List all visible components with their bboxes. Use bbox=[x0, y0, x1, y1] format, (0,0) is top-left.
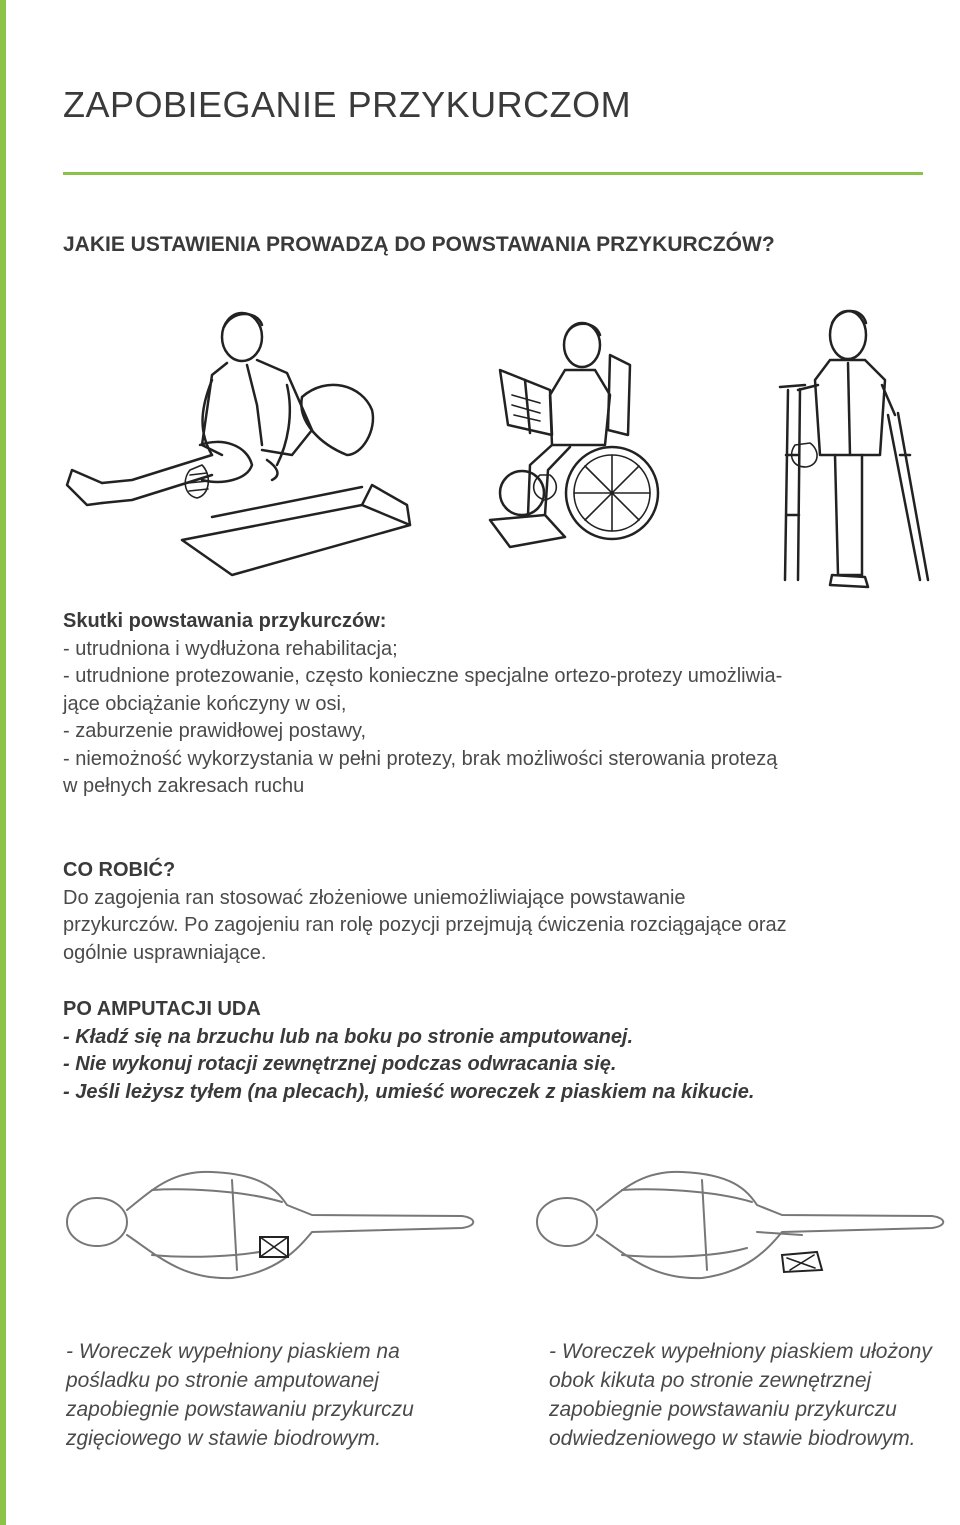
after-amputation-line: - Kładź się na brzuchu lub na boku po stronie amputowanej. bbox=[63, 1025, 634, 1048]
effects-line: - utrudnione protezowanie, często konieczne specjalne ortezo-protezy umożliwia- bbox=[63, 665, 783, 687]
caption-left-line: pośladku po stronie amputowanej bbox=[66, 1369, 379, 1392]
after-amputation-line: - Nie wykonuj rotacji zewnętrznej podczas odwracania się. bbox=[63, 1053, 617, 1075]
effects-line: - utrudniona i wydłużona rehabilitacja; bbox=[63, 637, 398, 660]
effects-line: jące obciążanie kończyny w osi, bbox=[63, 692, 347, 715]
effects-line: - niemożność wykorzystania w pełni protezy, brak możliwości sterowania protezą bbox=[63, 747, 778, 770]
what-to-do-line: Do zagojenia ran stosować złożeniowe uniemożliwiające powstawanie bbox=[63, 886, 686, 909]
what-to-do-line: przykurczów. Po zagojeniu ran rolę pozycji przejmują ćwiczenia rozciągające oraz bbox=[63, 914, 787, 936]
what-to-do-section bbox=[63, 857, 923, 967]
caption-right-line: obok kikuta po stronie zewnętrznej bbox=[549, 1369, 872, 1392]
page-title: ZAPOBIEGANIE PRZYKURCZOM bbox=[63, 84, 632, 125]
illustration-wheelchair bbox=[470, 315, 660, 560]
what-to-do-heading: CO ROBIĆ? bbox=[63, 859, 176, 881]
caption-left-line: - Woreczek wypełniony piaskiem na bbox=[66, 1340, 400, 1363]
title-divider bbox=[63, 172, 923, 175]
effects-heading: Skutki powstawania przykurczów: bbox=[63, 610, 387, 632]
illustration-lying-sandbag-side bbox=[532, 1160, 952, 1290]
caption-left-line: zgięciowego w stawie biodrowym. bbox=[66, 1427, 382, 1450]
caption-left-line: zapobiegnie powstawaniu przykurczu bbox=[66, 1398, 414, 1421]
caption-right-line: odwiedzeniowego w stawie biodrowym. bbox=[549, 1427, 916, 1450]
accent-left-bar bbox=[0, 0, 6, 1525]
illustration-lying-sandbag-buttock bbox=[62, 1160, 482, 1290]
caption-right bbox=[549, 1337, 949, 1453]
illustration-crutches bbox=[770, 305, 930, 590]
caption-left bbox=[66, 1337, 496, 1453]
effects-section bbox=[63, 608, 923, 801]
effects-line: - zaburzenie prawidłowej postawy, bbox=[63, 720, 367, 742]
caption-right-line: zapobiegnie powstawaniu przykurczu bbox=[549, 1398, 897, 1421]
what-to-do-line: ogólnie usprawniające. bbox=[63, 941, 267, 964]
after-amputation-section bbox=[63, 996, 923, 1106]
caption-right-line: - Woreczek wypełniony piaskiem ułożony bbox=[549, 1340, 932, 1363]
section-question: JAKIE USTAWIENIA PROWADZĄ DO POWSTAWANIA PRZYKURCZÓW? bbox=[63, 233, 775, 256]
after-amputation-heading: PO AMPUTACJI UDA bbox=[63, 998, 261, 1020]
effects-line: w pełnych zakresach ruchu bbox=[63, 775, 305, 797]
after-amputation-line: - Jeśli leżysz tyłem (na plecach), umieść woreczek z piaskiem na kikucie. bbox=[63, 1080, 755, 1103]
illustration-sitting-bed bbox=[62, 305, 422, 575]
